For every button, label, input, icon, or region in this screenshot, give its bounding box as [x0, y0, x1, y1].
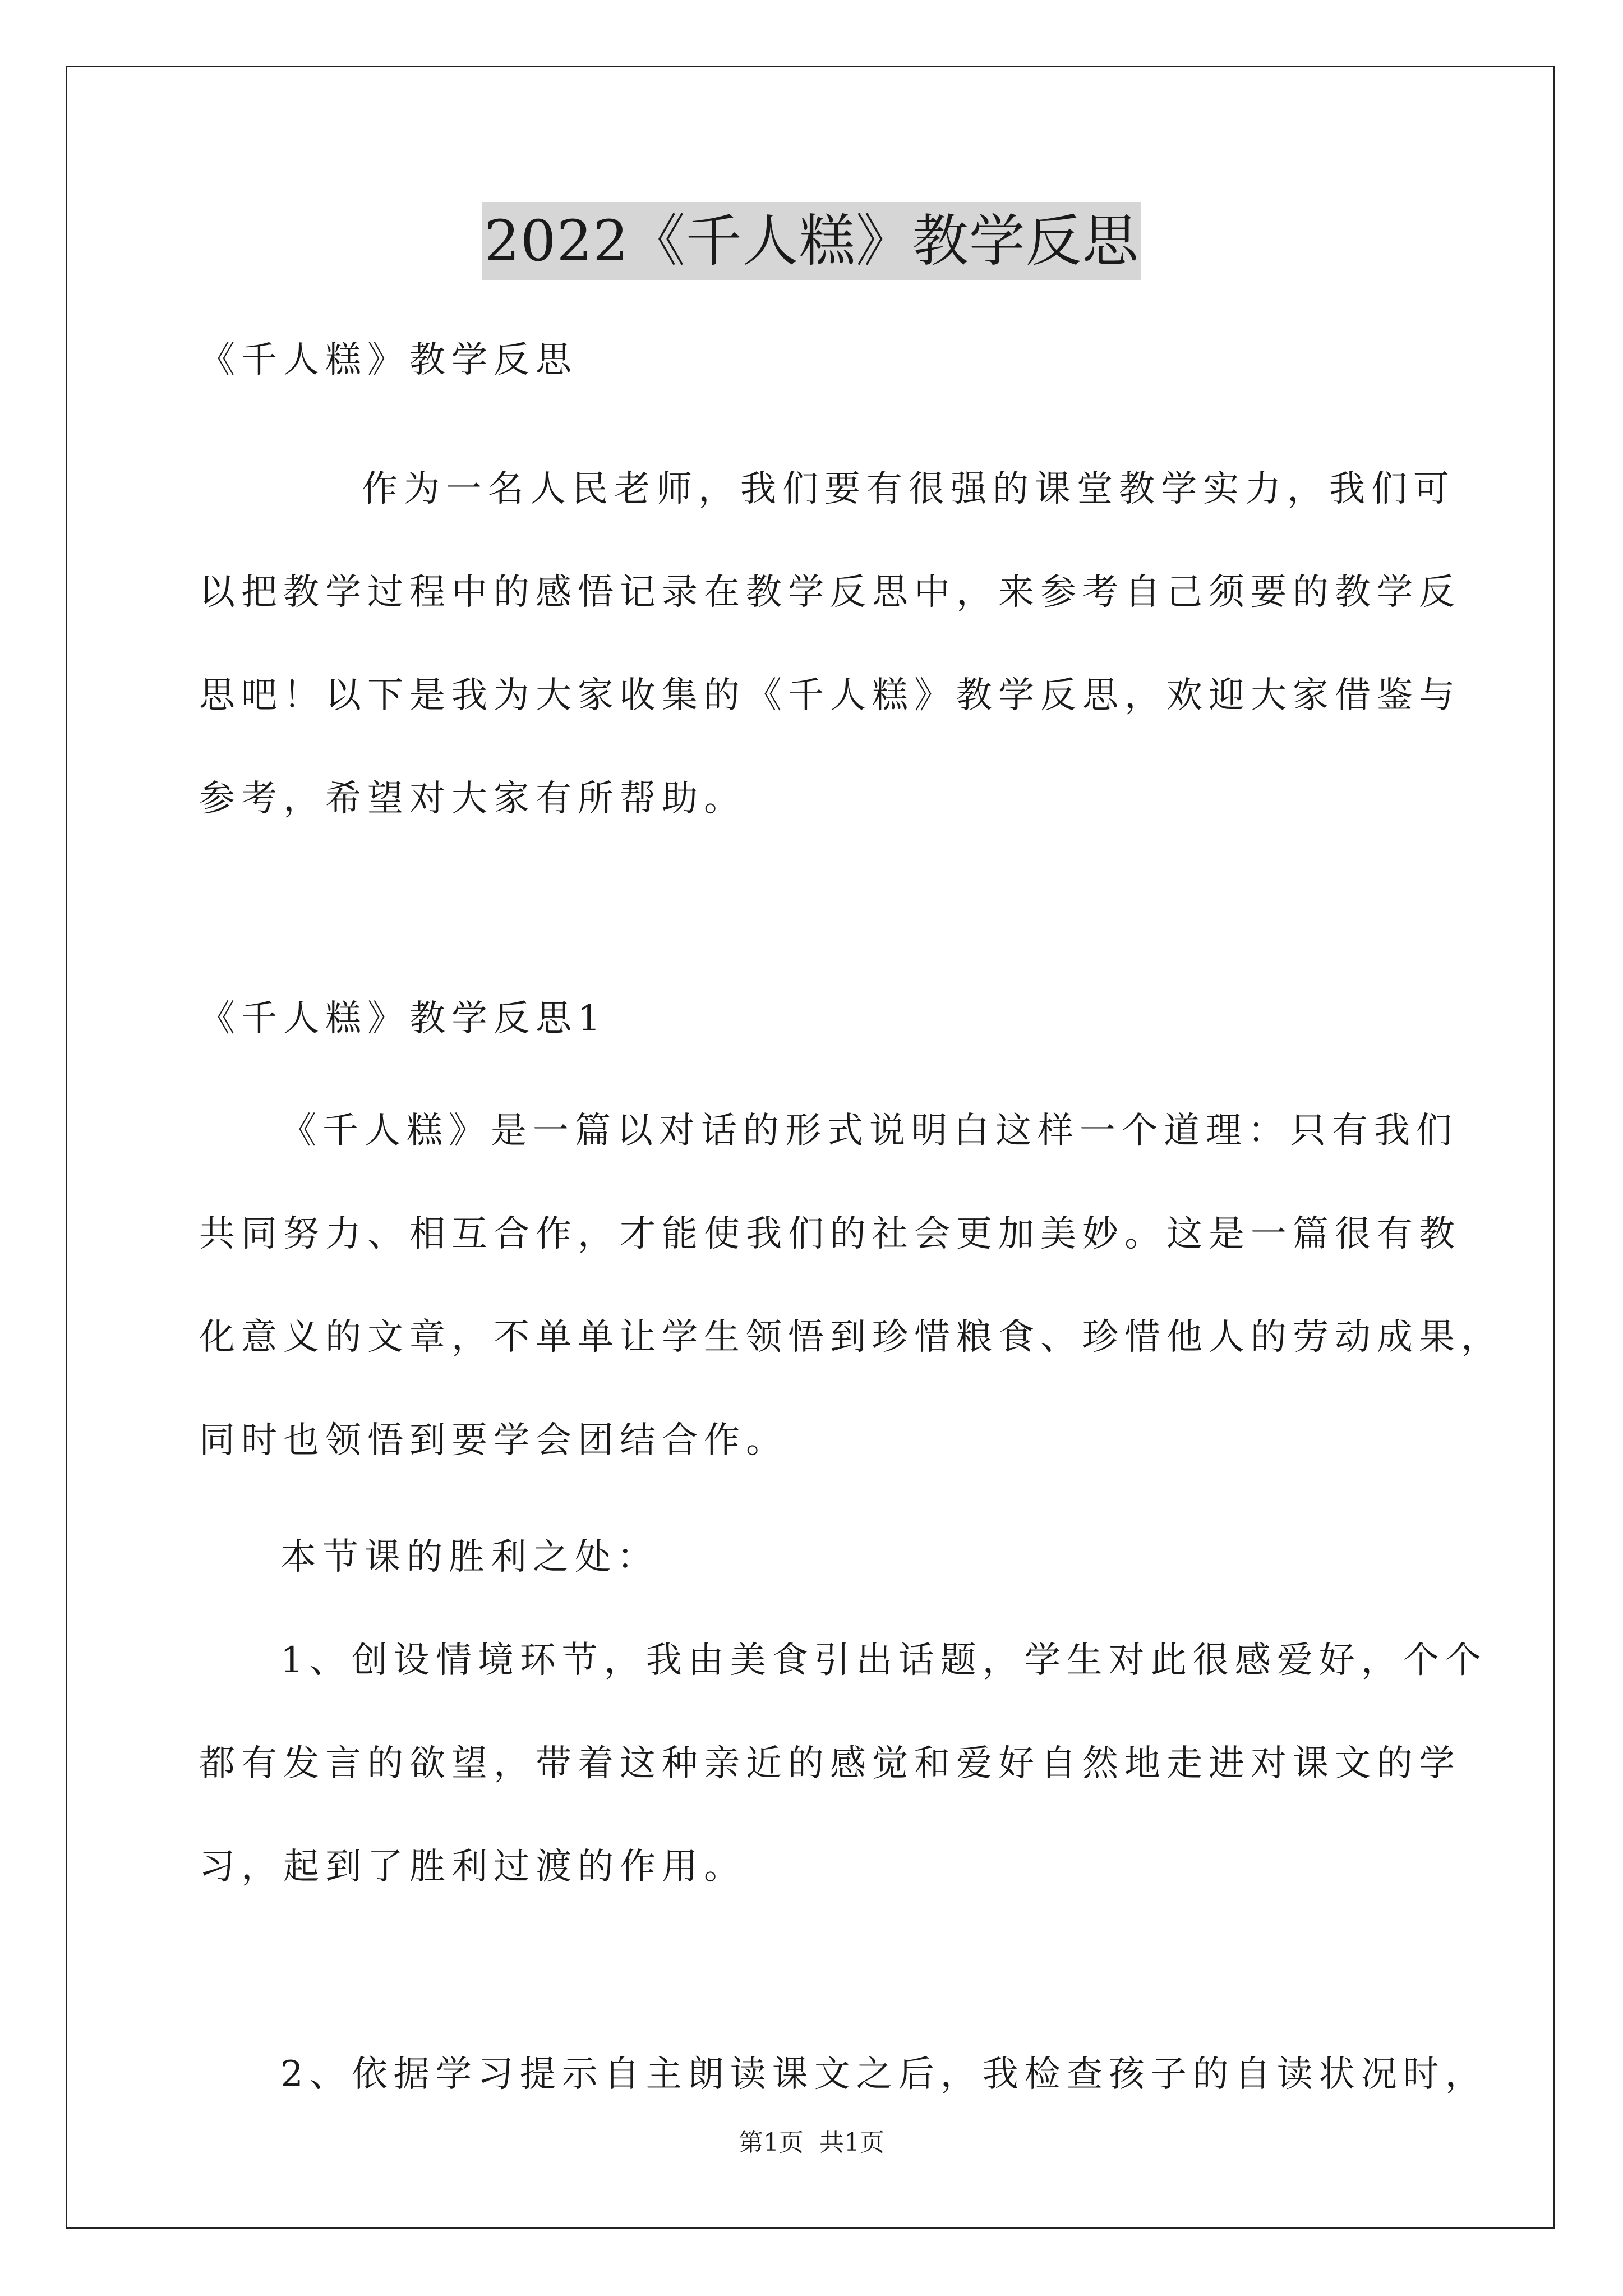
paragraph-line: 都有发言的欲望，带着这种亲近的感觉和爱好自然地走进对课文的学 [199, 1743, 1461, 1784]
paragraph-3 [199, 1609, 1487, 1918]
paragraph-line: 习，起到了胜利过渡的作用。 [199, 1846, 746, 1888]
paragraph-line: 同时也领悟到要学会团结合作。 [199, 1420, 788, 1461]
document-title: 2022《千人糕》教学反思 [482, 202, 1141, 280]
intro-paragraph [199, 438, 1461, 850]
paragraph-2: 本节课的胜利之处： [280, 1536, 659, 1578]
intro-line: 作为一名人民老师，我们要有很强的课堂教学实力，我们可 [362, 468, 1455, 510]
paragraph-4: 2、依据学习提示自主朗读课文之后，我检查孩子的自读状况时， [280, 2054, 1487, 2095]
page-number: 第1页 [739, 2128, 804, 2157]
paragraph-line: 共同努力、相互合作，才能使我们的社会更加美妙。这是一篇很有教 [199, 1213, 1461, 1255]
paragraph-line: 化意义的文章，不单单让学生领悟到珍惜粮食、珍惜他人的劳动成果， [199, 1317, 1503, 1358]
page-total: 共1页 [819, 2128, 884, 2157]
title-container [0, 202, 1623, 280]
intro-line: 以把教学过程中的感悟记录在教学反思中，来参考自己须要的教学反 [199, 572, 1461, 613]
page-footer [0, 2126, 1623, 2160]
intro-line: 参考，希望对大家有所帮助。 [199, 778, 746, 820]
paragraph-line: 《千人糕》是一篇以对话的形式说明白这样一个道理：只有我们 [280, 1110, 1458, 1152]
intro-line: 思吧！以下是我为大家收集的《千人糕》教学反思，欢迎大家借鉴与 [199, 675, 1461, 716]
paragraph-1 [199, 1079, 1503, 1492]
paragraph-line: 1、创设情境环节，我由美食引出话题，学生对此很感爱好，个个 [280, 1640, 1487, 1681]
document-subtitle: 《千人糕》教学反思 [199, 339, 578, 381]
section-heading: 《千人糕》教学反思1 [199, 998, 607, 1039]
